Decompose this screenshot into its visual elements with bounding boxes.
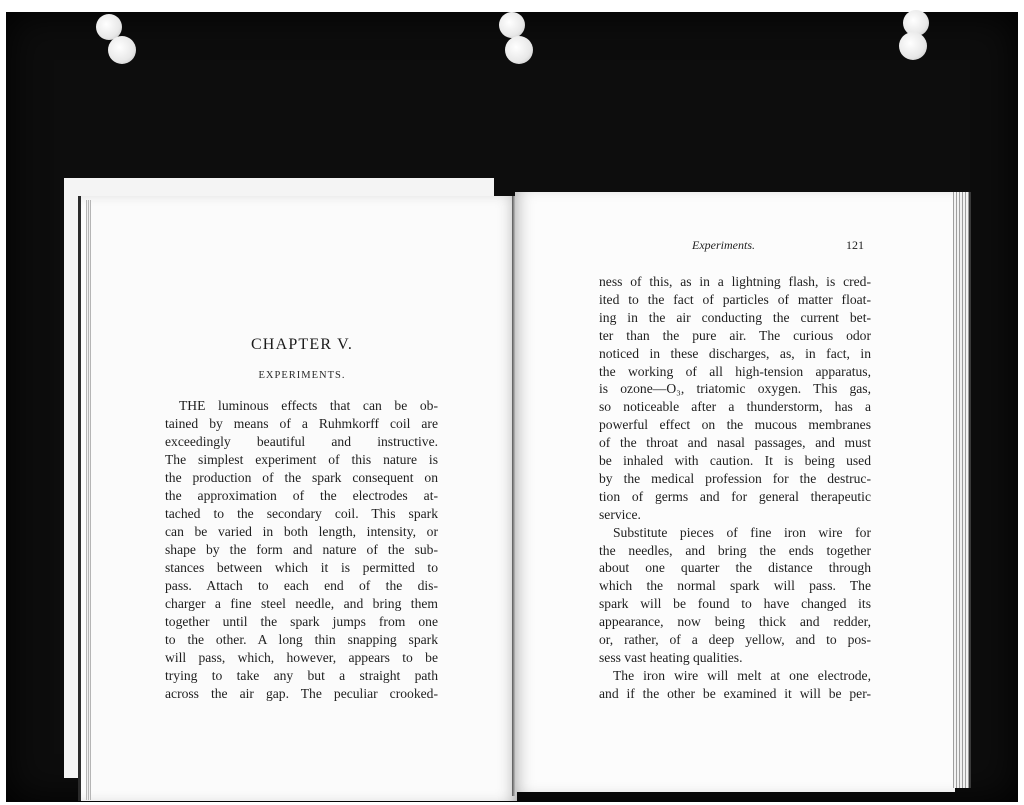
left-page-line: tached to the secondary coil. This spark [165,506,438,521]
binder-clip-bottom-right [899,32,927,60]
left-page-line: together until the spark jumps from one [165,614,438,629]
right-page-line: the working of all high-tension apparatus, [599,363,871,379]
right-page-line: which the normal spark will pass. The [599,578,871,594]
section-title: EXPERIMENTS. [258,370,346,381]
page-number: 121 [846,238,864,252]
left-page-line: will pass, which, however, appears to be [165,650,438,665]
right-page-line: Substitute pieces of fine iron wire for [613,524,871,540]
right-page-line: ited to the fact of particles of matter float- [599,291,871,307]
left-page-line: THE luminous effects that can be ob- [179,398,438,413]
right-page-line: service. [599,506,641,522]
right-page-line: The iron wire will melt at one electrode, [613,667,871,683]
right-page-line: tion of germs and for general therapeutic [599,488,871,504]
right-page-line: is ozone—O₃, triatomic oxygen. This gas, [599,381,871,397]
right-page-line: by the medical profession for the destruc- [599,470,871,486]
right-page-line: powerful effect on the mucous membranes [599,417,871,433]
right-page-line: be inhaled with caution. It is being used [599,453,871,468]
chapter-title: CHAPTER V. [250,336,354,353]
left-page-edge [86,200,91,800]
right-page-line: spark will be found to have changed its [599,596,871,612]
left-page-line: to the other. A long thin snapping spark [165,632,438,647]
right-page-line: sess vast heating qualities. [599,649,743,665]
right-page-line: or, rather, of a deep yellow, and to pos- [599,632,871,647]
right-page-line: ness of this, as in a lightning flash, is cred- [599,274,871,289]
left-page-line: the approximation of the electrodes at- [165,488,438,503]
left-page-line: The simplest experiment of this nature is [165,452,438,467]
binder-clip-bottom-left [108,36,136,64]
left-page-line: the production of the spark consequent on [165,470,438,485]
right-page-line: ing in the air conducting the current bet- [599,309,871,325]
binder-clip-top-center [499,12,525,38]
right-page-line: noticed in these discharges, as, in fact, in [599,345,871,361]
right-page-line: of the throat and nasal passages, and must [599,435,871,451]
right-page-line: so noticeable after a thunderstorm, has a [599,399,871,415]
right-page-edge [953,192,971,788]
running-head: Experiments. [692,238,755,252]
book-gutter [512,196,515,796]
left-page-line: exceedingly beautiful and instructive. [165,434,438,449]
binder-clip-bottom-center [505,36,533,64]
right-page-line: and if the other be examined it will be per- [599,685,871,701]
right-page-line: the needles, and bring the ends together [599,542,871,558]
left-page-line: tained by means of a Ruhmkorff coil are [165,416,438,431]
right-page-line: ter than the pure air. The curious odor [599,327,871,343]
left-page-line: trying to take any but a straight path [165,668,438,683]
right-page-line: about one quarter the distance through [599,560,871,576]
left-page-line: can be varied in both length, intensity, or [165,524,438,539]
left-page-line: pass. Attach to each end of the dis- [165,578,438,593]
left-page-line: across the air gap. The peculiar crooked- [165,686,438,701]
left-page-line: shape by the form and nature of the sub- [165,542,438,557]
left-page-line: charger a fine steel needle, and bring them [165,596,438,611]
left-page-line: stances between which it is permitted to [165,560,438,575]
right-page-line: appearance, now being thick and redder, [599,614,871,630]
